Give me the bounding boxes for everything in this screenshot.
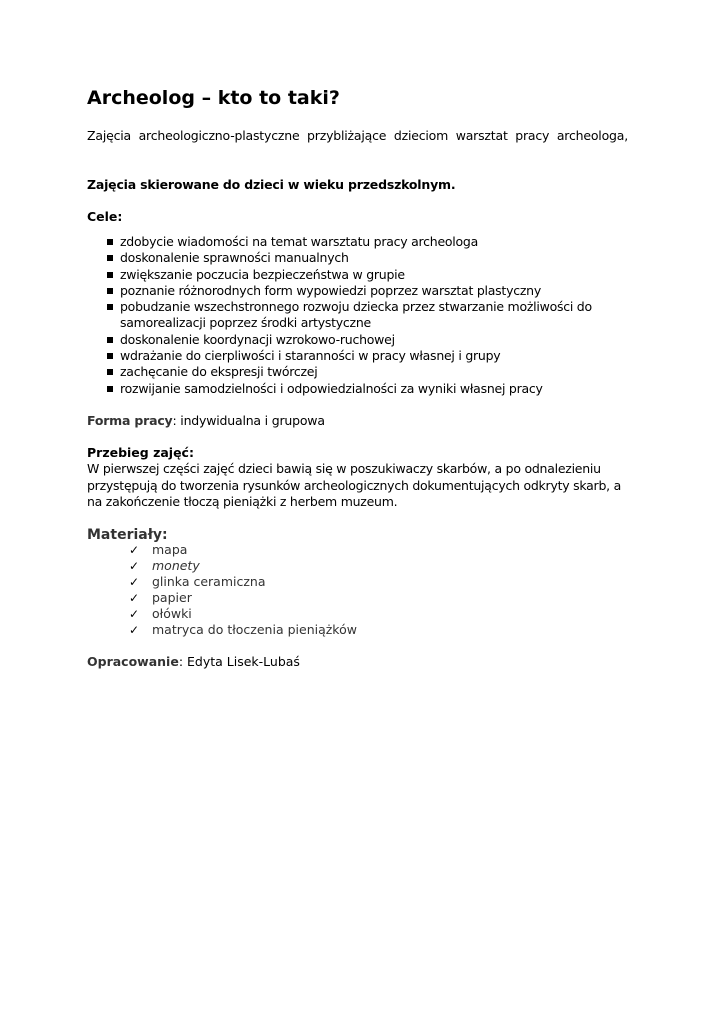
square-bullet-icon xyxy=(107,337,113,343)
square-bullet-icon xyxy=(107,304,113,310)
checkmark-icon: ✓ xyxy=(129,623,140,637)
goal-item-text: rozwijanie samodzielności i odpowiedzialności za wyniki własnej pracy xyxy=(120,380,543,396)
goal-item xyxy=(107,250,607,266)
page-title: Archeolog – kto to taki? xyxy=(87,87,340,109)
materials-list xyxy=(129,542,357,638)
goal-item xyxy=(107,364,607,380)
checkmark-icon: ✓ xyxy=(129,543,140,557)
author-label: Opracowanie xyxy=(87,654,179,669)
work-form-line xyxy=(87,413,325,429)
goals-list xyxy=(107,234,607,397)
material-item-text: ołówki xyxy=(152,606,192,621)
goal-item-text: zdobycie wiadomości na temat warsztatu pracy archeologa xyxy=(120,234,478,249)
material-item xyxy=(129,590,357,606)
square-bullet-icon xyxy=(107,272,113,278)
goal-item xyxy=(107,267,607,283)
material-item xyxy=(129,574,357,590)
materials-heading: Materiały: xyxy=(87,527,168,543)
square-bullet-icon xyxy=(107,369,113,375)
intro-paragraph: Zajęcia archeologiczno-plastyczne przybliżające dzieciom warsztat pracy archeologa, xyxy=(87,128,628,143)
goal-item-text: zachęcanie do ekspresji twórczej xyxy=(120,364,318,380)
square-bullet-icon xyxy=(107,239,113,245)
square-bullet-icon xyxy=(107,255,113,261)
material-item-text: glinka ceramiczna xyxy=(152,574,266,589)
goal-item xyxy=(107,283,607,299)
material-item xyxy=(129,558,357,574)
goal-item-text: doskonalenie sprawności manualnych xyxy=(120,250,349,266)
goal-item-text: pobudzanie wszechstronnego rozwoju dziecka przez stwarzanie możliwości do samorealizacji poprzez środki artystyczne xyxy=(120,299,592,331)
target-group-text: Zajęcia skierowane do dzieci w wieku przedszkolnym. xyxy=(87,177,456,192)
material-item-text: mapa xyxy=(152,542,188,557)
material-item-text: monety xyxy=(152,558,200,573)
document-page xyxy=(87,0,632,1024)
goal-item xyxy=(107,332,607,348)
checkmark-icon: ✓ xyxy=(129,559,140,573)
goal-item-text: poznanie różnorodnych form wypowiedzi poprzez warsztat plastyczny xyxy=(120,282,541,298)
course-paragraph: W pierwszej części zajęć dzieci bawią się w poszukiwaczy skarbów, a po odnalezieniu przystępują do tworzenia rysunków archeologicznych dokumentujących odkryty skarb, a na zakończenie tłoczą pieniążki z herbem muzeum. xyxy=(87,461,621,509)
square-bullet-icon xyxy=(107,288,113,294)
material-item xyxy=(129,542,357,558)
square-bullet-icon xyxy=(107,353,113,359)
goal-item-text: zwiększanie poczucia bezpieczeństwa w grupie xyxy=(120,266,405,282)
author-line xyxy=(87,654,300,670)
checkmark-icon: ✓ xyxy=(129,591,140,605)
checkmark-icon: ✓ xyxy=(129,607,140,621)
course-heading: Przebieg zajęć: xyxy=(87,445,194,460)
goal-item-text: doskonalenie koordynacji wzrokowo-ruchowej xyxy=(120,331,395,347)
goal-item xyxy=(107,381,607,397)
author-name: : Edyta Lisek-Lubaś xyxy=(178,654,300,669)
work-form-value: : indywidualna i grupowa xyxy=(172,413,325,428)
material-item xyxy=(129,606,357,622)
material-item-text: papier xyxy=(152,590,192,605)
goals-heading: Cele: xyxy=(87,209,123,224)
material-item-text: matryca do tłoczenia pieniążków xyxy=(152,622,357,637)
goal-item xyxy=(107,234,607,250)
checkmark-icon: ✓ xyxy=(129,575,140,589)
goal-item-text: wdrażanie do cierpliwości i staranności w pracy własnej i grupy xyxy=(120,348,501,364)
work-form-label: Forma pracy xyxy=(87,413,173,428)
goal-item xyxy=(107,348,607,364)
square-bullet-icon xyxy=(107,386,113,392)
goal-item xyxy=(107,299,607,332)
material-item xyxy=(129,622,357,638)
